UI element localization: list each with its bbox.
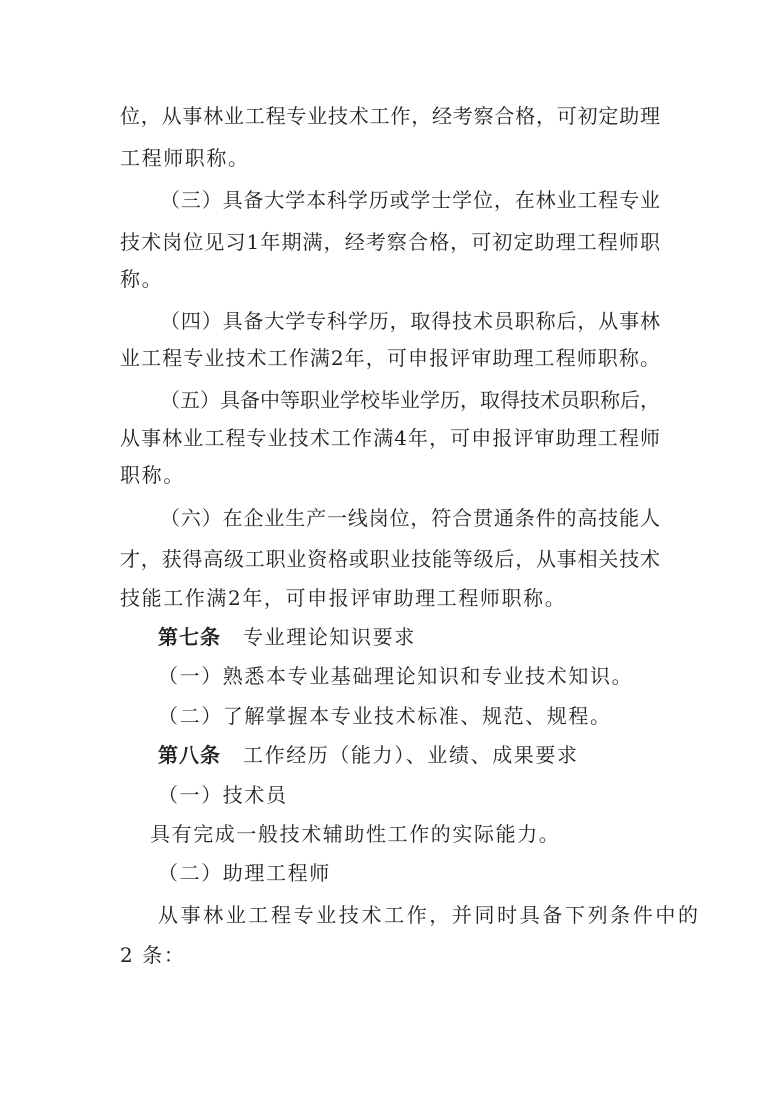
text-line: （四）具备大学专科学历，取得技术员职称后，从事林 [160,309,660,333]
text-line: 技能工作满2年，可申报评审助理工程师职称。 [120,586,567,610]
article-8-heading [158,743,698,767]
article-number: 第七条 [158,625,221,649]
text-line: （二）了解掌握本专业技术标准、规范、规程。 [158,704,612,728]
text-line: （六）在企业生产一线岗位，符合贯通条件的高技能人 [160,506,660,530]
text-line: 职称。 [120,463,185,487]
text-line: 技术岗位见习1年期满，经考察合格，可初定助理工程师职 [120,230,660,254]
text-line: 具有完成一般技术辅助性工作的实际能力。 [150,822,561,846]
text-line: 从事林业工程专业技术工作，并同时具备下列条件中的 [158,903,698,927]
text-line: （一）技术员 [158,783,288,807]
text-line: 称。 [120,267,164,291]
text-line: 2 条： [120,943,186,967]
text-line: 位，从事林业工程专业技术工作，经考察合格，可初定助理 [120,104,660,128]
text-line: 工程师职称。 [120,146,250,170]
text-line: （五）具备中等职业学校毕业学历，取得技术员职称后， [160,388,660,412]
article-title: 工作经历（能力）、业绩、成果要求 [243,743,579,767]
text-line: 从事林业工程专业技术工作满4年，可申报评审助理工程师 [120,426,660,450]
text-line: 业工程专业技术工作满2年，可申报评审助理工程师职称。 [120,346,660,370]
text-line: 才，获得高级工职业资格或职业技能等级后，从事相关技术 [120,547,660,571]
text-line: （二）助理工程师 [158,861,331,885]
text-line: （一）熟悉本专业基础理论知识和专业技术知识。 [158,664,634,688]
article-7-heading [158,625,698,649]
text-line: （三）具备大学本科学历或学士学位，在林业工程专业 [160,188,660,212]
article-title: 专业理论知识要求 [243,625,416,649]
article-number: 第八条 [158,743,221,767]
